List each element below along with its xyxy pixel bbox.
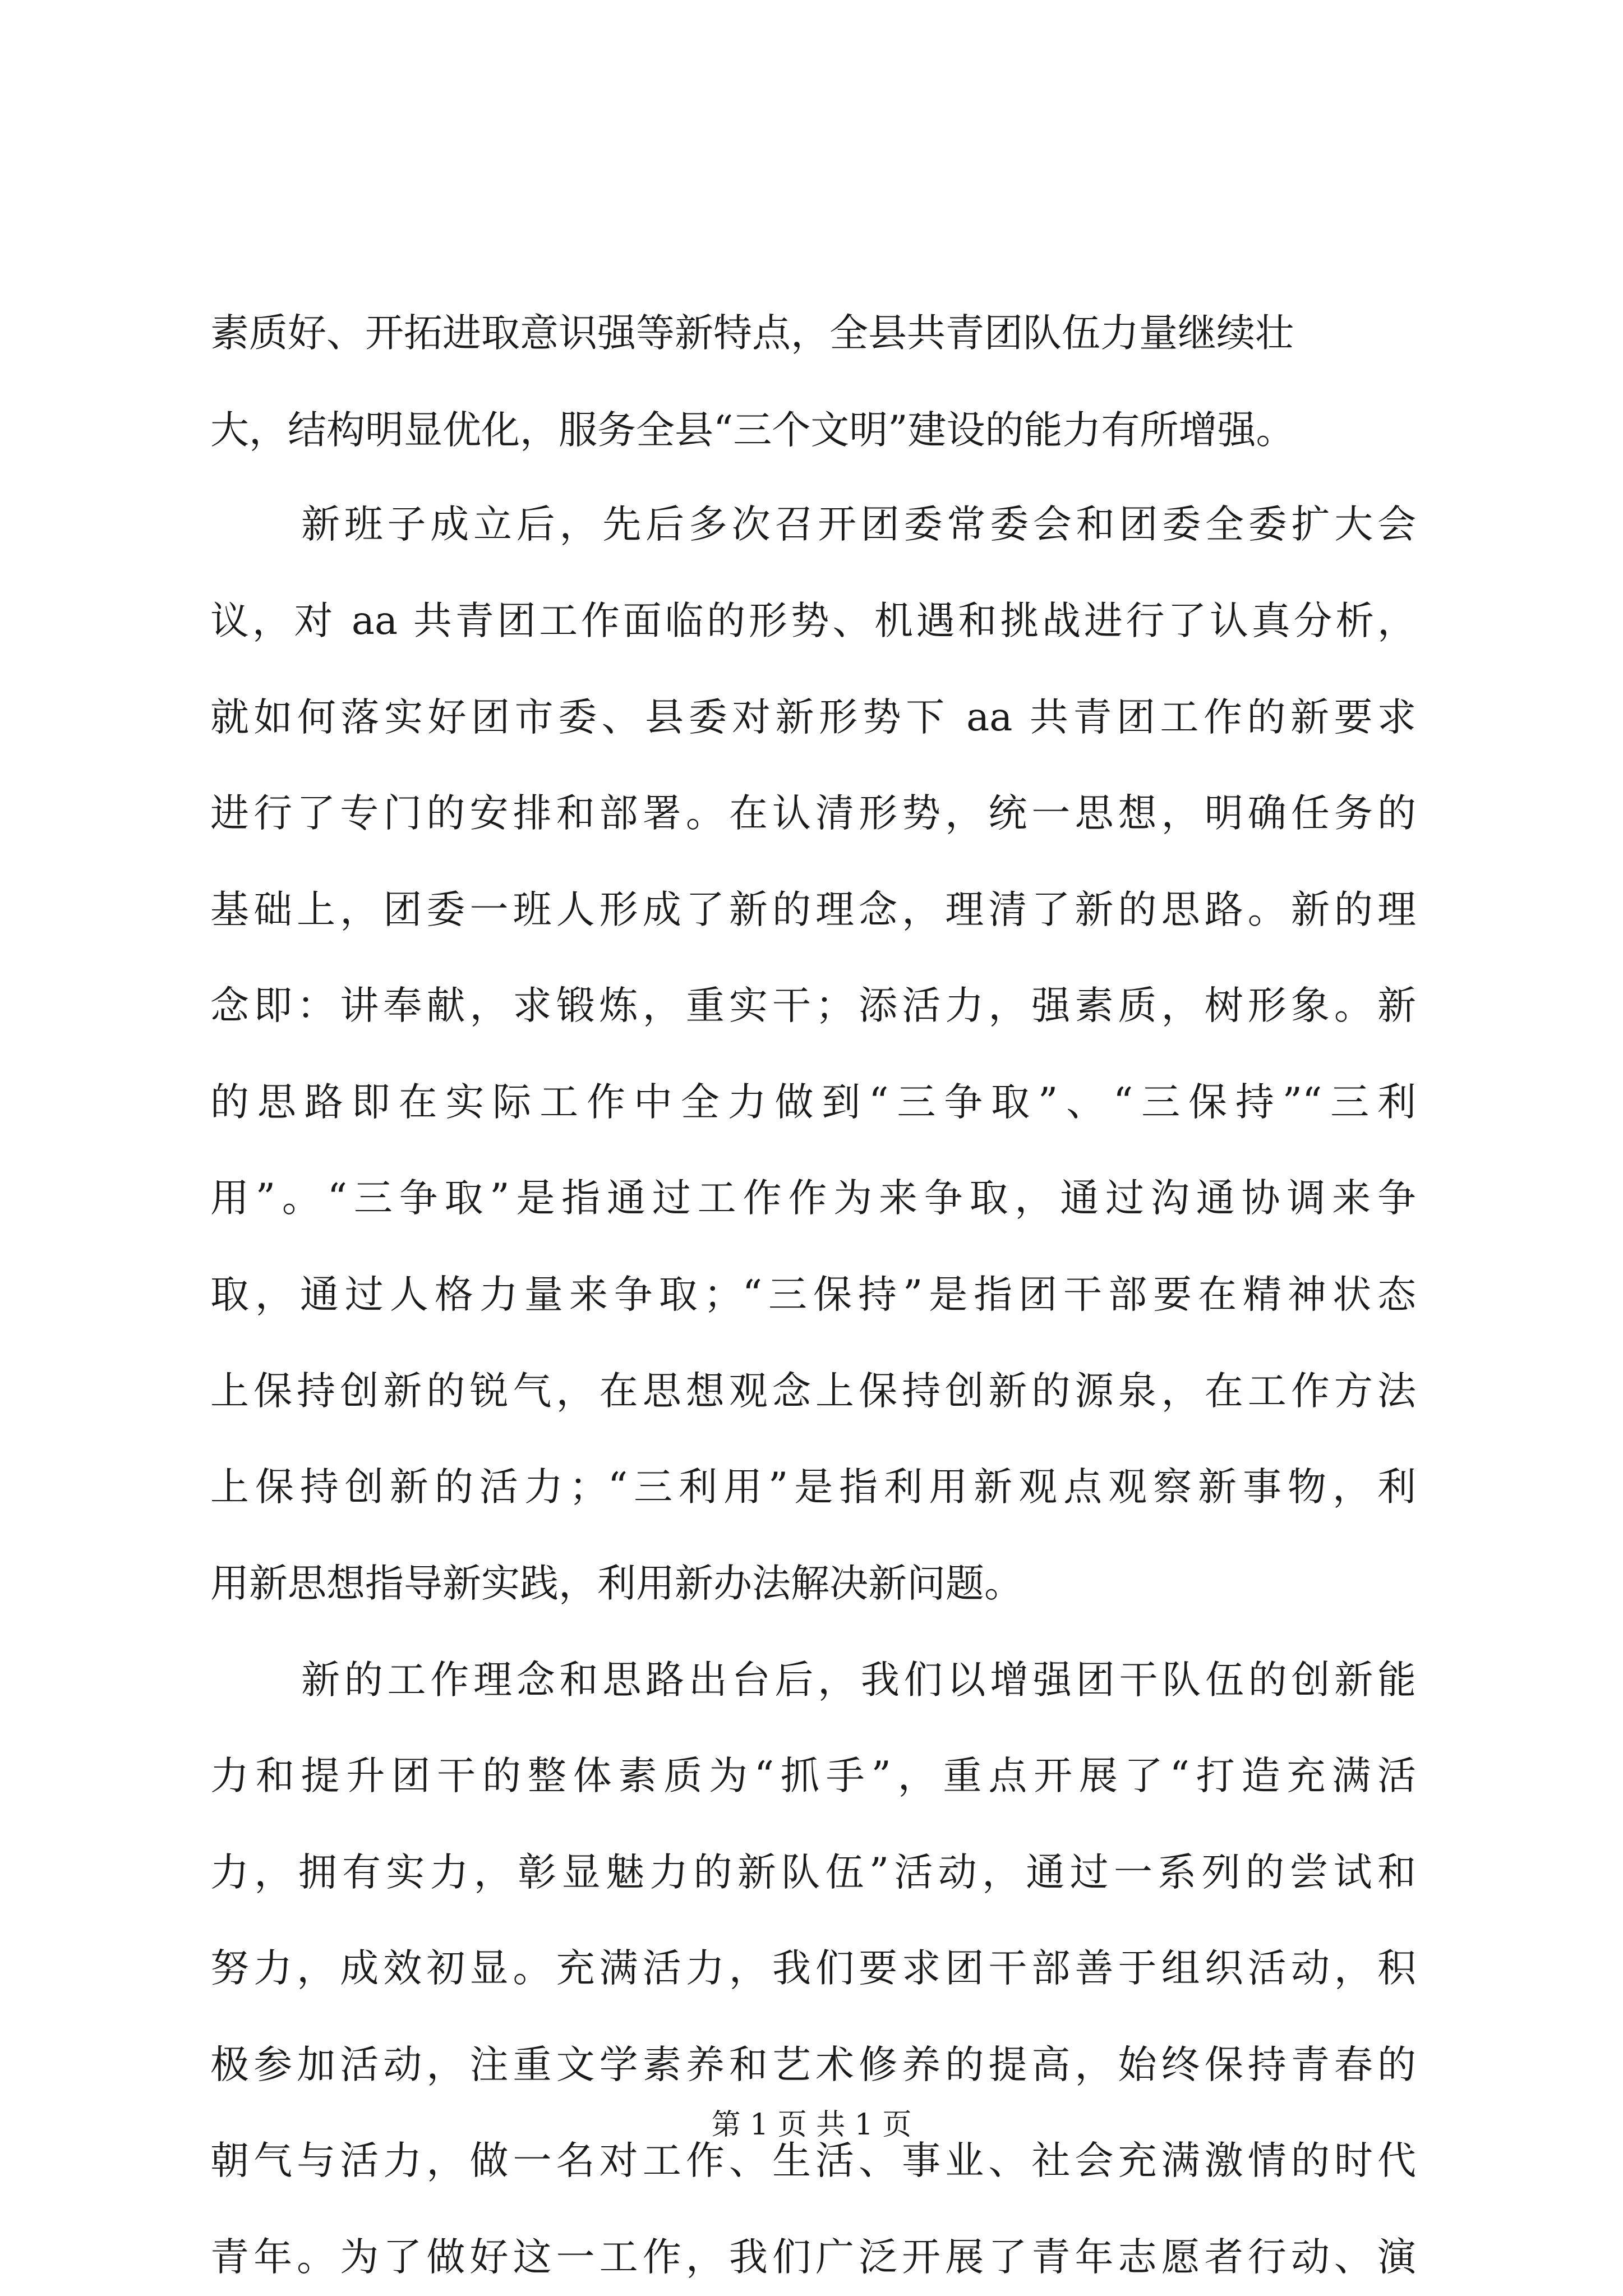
text-line: 新班子成立后，先后多次召开团委常委会和团委全委扩大会 (301, 502, 1416, 547)
text-line: 力，拥有实力，彰显魅力的新队伍”活动，通过一系列的尝试和 (210, 1850, 1416, 1895)
text-line: 议，对 aa 共青团工作面临的形势、机遇和挑战进行了认真分析， (210, 599, 1416, 643)
text-line: 力和提升团干的整体素质为“抓手”，重点开展了“打造充满活 (210, 1754, 1416, 1798)
text-line: 进行了专门的安排和部署。在认清形势，统一思想，明确任务的 (210, 791, 1416, 836)
text-line: 用新思想指导新实践，利用新办法解决新问题。 (210, 1561, 1023, 1606)
text-line: 努力，成效初显。充满活力，我们要求团干部善于组织活动，积 (210, 1946, 1416, 1991)
text-line: 朝气与活力，做一名对工作、生活、事业、社会充满激情的时代 (210, 2138, 1416, 2183)
text-line: 大，结构明显优化，服务全县“三个文明”建设的能力有所增强。 (210, 408, 1295, 453)
text-line: 取，通过人格力量来争取；“三保持”是指团干部要在精神状态 (210, 1272, 1416, 1317)
text-line: 极参加活动，注重文学素养和艺术修养的提高，始终保持青春的 (210, 2042, 1416, 2087)
text-line: 青年。为了做好这一工作，我们广泛开展了青年志愿者行动、演 (210, 2235, 1416, 2280)
text-line: 上保持创新的活力；“三利用”是指利用新观点观察新事物，利 (210, 1465, 1416, 1510)
text-line: 就如何落实好团市委、县委对新形势下 aa 共青团工作的新要求 (210, 695, 1416, 740)
text-line: 用”。“三争取”是指通过工作作为来争取，通过沟通协调来争 (210, 1176, 1416, 1221)
text-line: 念即：讲奉献，求锻炼，重实干；添活力，强素质，树形象。新 (210, 983, 1416, 1028)
text-line: 基础上，团委一班人形成了新的理念，理清了新的思路。新的理 (210, 887, 1416, 932)
text-line: 上保持创新的锐气，在思想观念上保持创新的源泉，在工作方法 (210, 1369, 1416, 1414)
text-line: 新的工作理念和思路出台后，我们以增强团干队伍的创新能 (301, 1658, 1416, 1703)
text-line: 的思路即在实际工作中全力做到“三争取”、“三保持”“三利 (210, 1080, 1416, 1125)
text-line: 素质好、开拓进取意识强等新特点，全县共青团队伍力量继续壮 (210, 311, 1294, 356)
page-footer: 第 1 页 共 1 页 (711, 2108, 912, 2142)
